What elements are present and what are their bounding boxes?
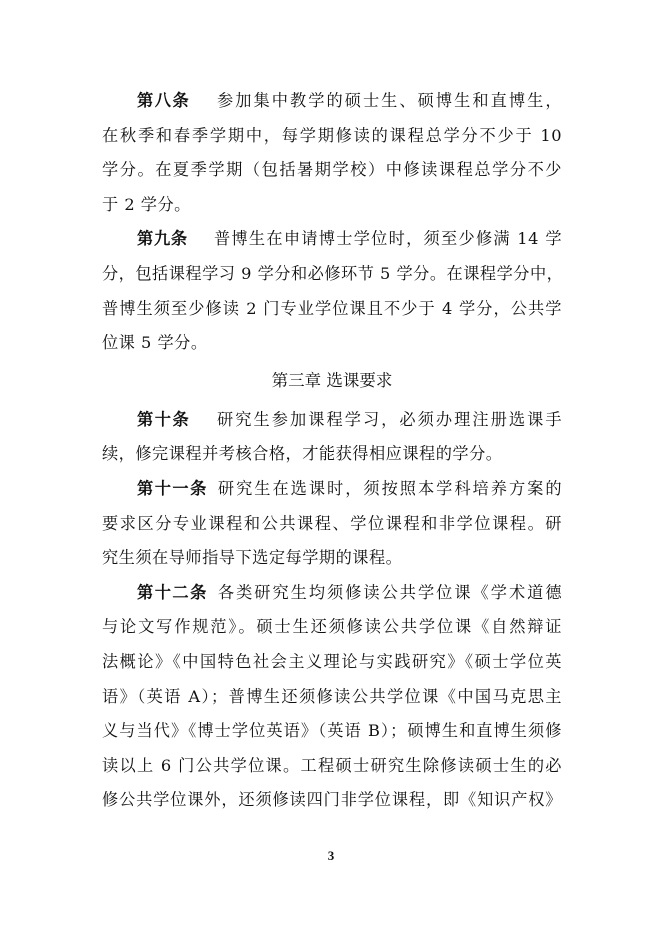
article-line: 学分。在夏季学期（包括暑期学校）中修读课程总学分不少 xyxy=(102,160,562,180)
article-line: 第十一条 研究生在选课时，须按照本学科培养方案的 xyxy=(137,478,563,498)
article-label: 第十二条 xyxy=(137,582,208,602)
article-line: 法概论》《中国特色社会主义理论与实践研究》《硕士学位英 xyxy=(102,651,562,671)
article-8 xyxy=(102,84,562,222)
article-line: 究生须在导师指导下选定每学期的课程。 xyxy=(102,548,403,568)
article-label: 第十一条 xyxy=(137,478,208,498)
article-label: 第九条 xyxy=(137,229,188,249)
article-line: 修公共学位课外，还须修读四门非学位课程，即《知识产权》 xyxy=(102,790,562,810)
article-line: 义与当代》《博士学位英语》（英语 B）；硕博生和直博生须修 xyxy=(102,721,562,741)
article-line: 与论文写作规范》。硕士生还须修读公共学位课《自然辩证 xyxy=(102,617,562,637)
article-line: 读以上 6 门公共学位课。工程硕士研究生除修读硕士生的必 xyxy=(102,755,562,775)
article-9 xyxy=(102,222,562,360)
article-line: 语》（英语 A）；普博生还须修读公共学位课《中国马克思主 xyxy=(102,686,562,706)
article-line: 第八条 参加集中教学的硕士生、硕博生和直博生， xyxy=(137,91,563,110)
article-line: 要求区分专业课程和公共课程、学位课程和非学位课程。研 xyxy=(102,513,562,533)
page-number: 3 xyxy=(327,848,335,863)
document-page xyxy=(102,84,562,818)
article-line: 于 2 学分。 xyxy=(102,194,191,214)
article-line: 第十条 研究生参加课程学习，必须办理注册选课手 xyxy=(137,409,563,429)
article-line: 分，包括课程学习 9 学分和必修环节 5 学分。在课程学分中， xyxy=(102,263,564,283)
article-line: 第九条 普博生在申请博士学位时，须至少修满 14 学 xyxy=(137,229,563,249)
article-10 xyxy=(102,403,562,472)
article-line: 普博生须至少修读 2 门专业学位课且不少于 4 学分，公共学 xyxy=(102,298,562,318)
article-11 xyxy=(102,472,562,576)
article-label: 第八条 xyxy=(137,91,191,110)
article-line: 位课 5 学分。 xyxy=(102,333,208,353)
chapter-heading: 第三章 选课要求 xyxy=(271,370,393,390)
article-label: 第十条 xyxy=(137,409,191,429)
article-line: 在秋季和春季学期中，每学期修读的课程总学分不少于 10 xyxy=(102,125,562,145)
article-line: 续，修完课程并考核合格，才能获得相应课程的学分。 xyxy=(102,444,503,464)
article-12 xyxy=(102,576,562,818)
article-line: 第十二条 各类研究生均须修读公共学位课《学术道德 xyxy=(137,582,563,602)
